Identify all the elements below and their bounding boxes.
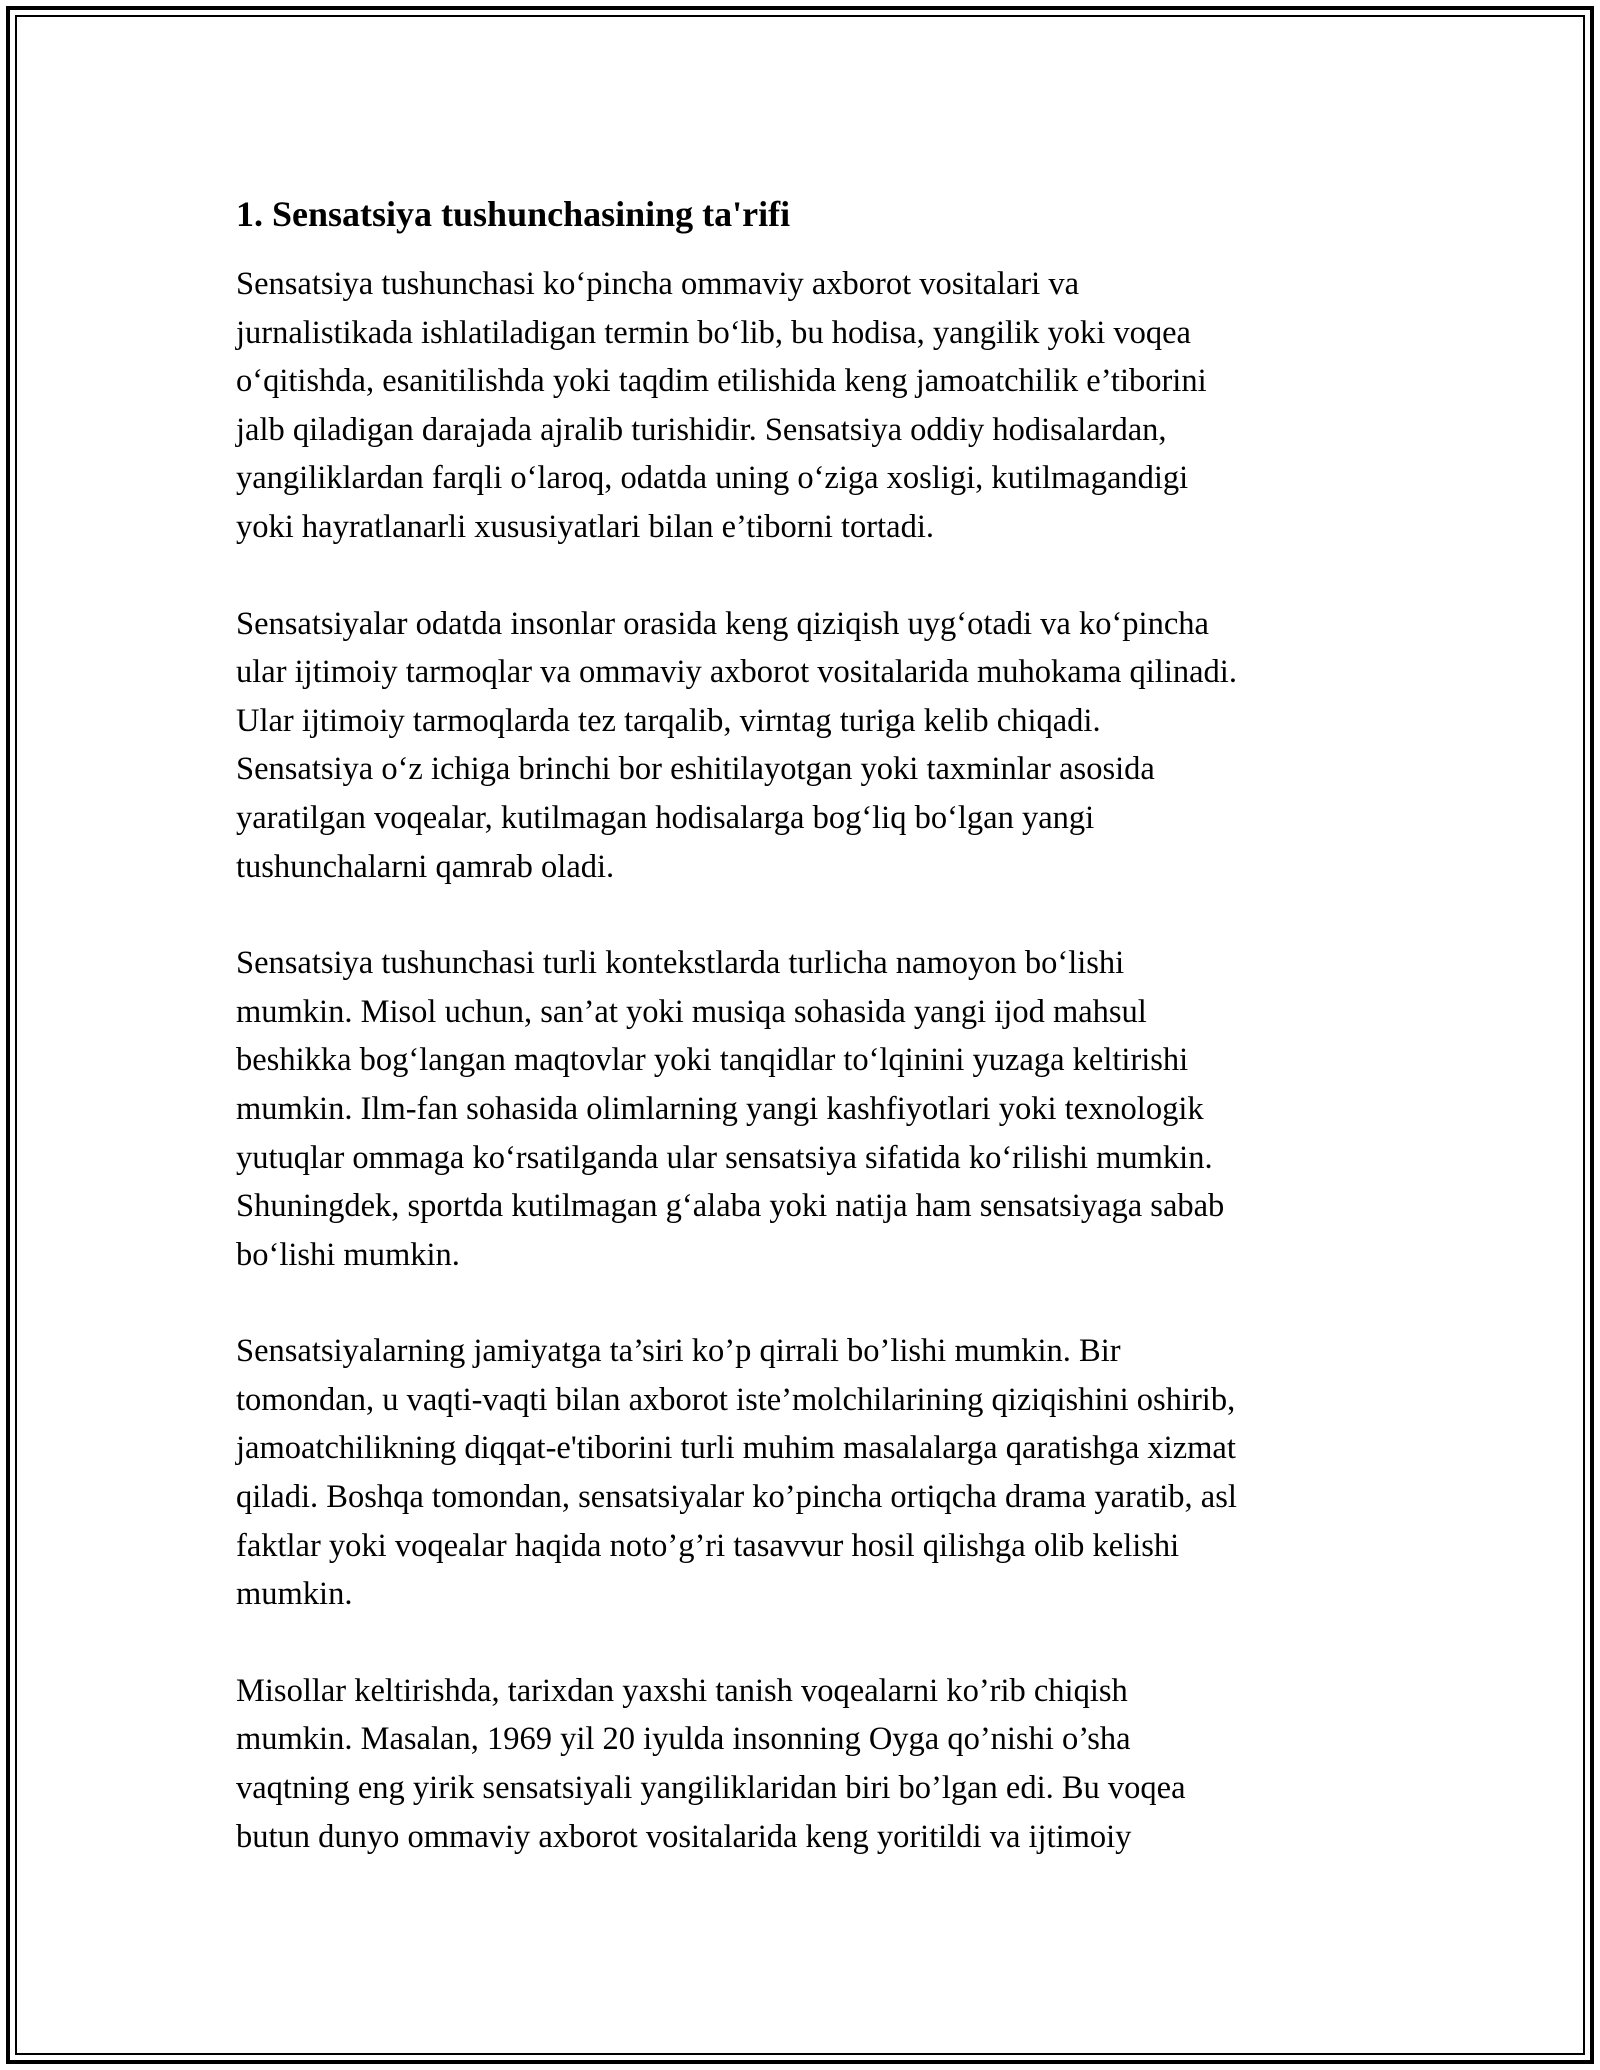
- text-line: jalb qiladigan darajada ajralib turishidir. Sensatsiya oddiy hodisalardan,: [236, 411, 1167, 448]
- text-line: Sensatsiya o‘z ichiga brinchi bor eshitilayotgan yoki taxminlar asosida: [236, 751, 1155, 788]
- text-line: bo‘lishi mumkin.: [236, 1236, 460, 1273]
- text-line: jamoatchilikning diqqat-e'tiborini turli muhim masalalarga qaratishga xizmat: [236, 1430, 1236, 1467]
- text-line: Sensatsiya tushunchasi turli kontekstlarda turlicha namoyon bo‘lishi: [236, 945, 1125, 982]
- text-line: Sensatsiya tushunchasi ko‘pincha ommaviy axborot vositalari va: [236, 266, 1080, 302]
- text-line: yoki hayratlanarli xususiyatlari bilan e’tiborni tortadi.: [236, 508, 934, 545]
- paragraph-5: [236, 1667, 1376, 1861]
- text-line: qiladi. Boshqa tomondan, sensatsiyalar ko’pincha ortiqcha drama yaratib, asl: [236, 1479, 1237, 1516]
- text-line: tomondan, u vaqti-vaqti bilan axborot iste’molchilarining qiziqishini oshirib,: [236, 1381, 1236, 1418]
- text-line: beshikka bog‘langan maqtovlar yoki tanqidlar to‘lqinini yuzaga keltirishi: [236, 1042, 1189, 1079]
- text-line: mumkin.: [236, 1576, 353, 1613]
- section-heading: 1. Sensatsiya tushunchasining ta'rifi: [236, 194, 791, 234]
- text-line: tushunchalarni qamrab oladi.: [236, 848, 615, 885]
- text-line: jurnalistikada ishlatiladigan termin bo‘lib, bu hodisa, yangilik yoki voqea: [236, 314, 1191, 351]
- text-line: Shuningdek, sportda kutilmagan g‘alaba yoki natija ham sensatsiyaga sabab: [236, 1188, 1225, 1225]
- text-line: mumkin. Masalan, 1969 yil 20 iyulda insonning Oyga qo’nishi o’sha: [236, 1721, 1131, 1758]
- text-line: yutuqlar ommaga ko‘rsatilganda ular sensatsiya sifatida ko‘rilishi mumkin.: [236, 1139, 1213, 1176]
- text-line: ular ijtimoiy tarmoqlar va ommaviy axborot vositalarida muhokama qilinadi.: [236, 654, 1237, 691]
- text-line: yaratilgan voqealar, kutilmagan hodisalarga bog‘liq bo‘lgan yangi: [236, 799, 1095, 836]
- text-line: Misollar keltirishda, tarixdan yaxshi tanish voqealarni ko’rib chiqish: [236, 1672, 1128, 1709]
- text-line: Sensatsiyalarning jamiyatga ta’siri ko’p qirrali bo’lishi mumkin. Bir: [236, 1333, 1121, 1370]
- text-line: butun dunyo ommaviy axborot vositalarida keng yoritildi va ijtimoiy: [236, 1818, 1132, 1855]
- text-line: o‘qitishda, esanitilishda yoki taqdim etilishida keng jamoatchilik e’tiborini: [236, 363, 1207, 400]
- text-line: Sensatsiyalar odatda insonlar orasida keng qiziqish uyg‘otadi va ko‘pincha: [236, 605, 1209, 642]
- paragraph-2: [236, 600, 1376, 892]
- paragraph-4: [236, 1327, 1376, 1619]
- text-line: mumkin. Ilm-fan sohasida olimlarning yangi kashfiyotlari yoki texnologik: [236, 1090, 1204, 1127]
- text-line: faktlar yoki voqealar haqida noto’g’ri tasavvur hosil qilishga olib kelishi: [236, 1527, 1180, 1564]
- text-line: vaqtning eng yirik sensatsiyali yangiliklaridan biri bo’lgan edi. Bu voqea: [236, 1770, 1186, 1807]
- paragraph-1: [236, 260, 1376, 552]
- text-line: yangiliklardan farqli o‘laroq, odatda uning o‘ziga xosligi, kutilmagandigi: [236, 460, 1189, 497]
- document-body: [236, 186, 1376, 1861]
- text-line: mumkin. Misol uchun, san’at yoki musiqa sohasida yangi ijod mahsul: [236, 993, 1147, 1030]
- paragraph-3: [236, 939, 1376, 1279]
- text-line: Ular ijtimoiy tarmoqlarda tez tarqalib, virntag turiga kelib chiqadi.: [236, 702, 1101, 739]
